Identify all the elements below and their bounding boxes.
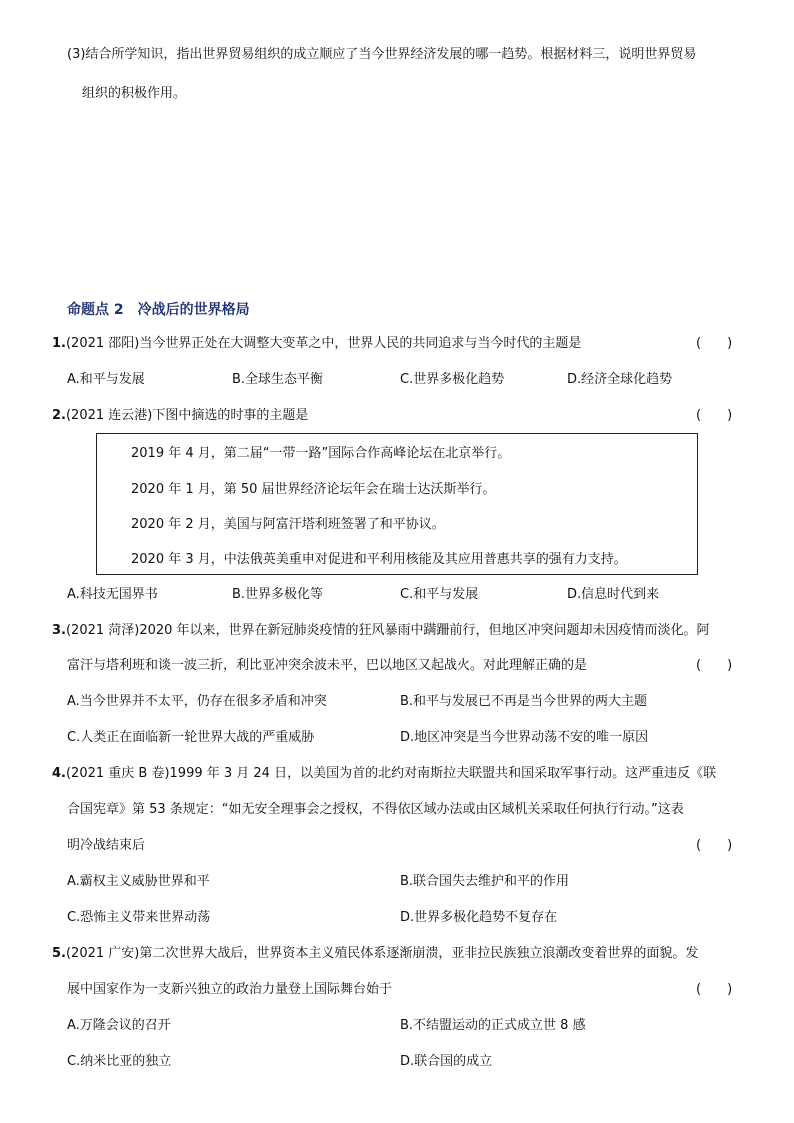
option-d: D.信息时代到来 bbox=[567, 587, 660, 602]
question-2-stem bbox=[52, 407, 308, 425]
material-line-1: 2019 年 4 月，第二届“一带一路”国际合作高峰论坛在北京举行。 bbox=[131, 446, 511, 461]
option-c: C.纳米比亚的独立 bbox=[67, 1054, 172, 1069]
answer-paren: ( ) bbox=[696, 408, 733, 423]
question-number: 2. bbox=[52, 408, 66, 423]
question-text: (2021 连云港)下图中摘选的时事的主题是 bbox=[65, 408, 309, 423]
option-c: C.世界多极化趋势 bbox=[400, 372, 505, 387]
answer-paren: ( ) bbox=[696, 982, 733, 997]
question-number: 1. bbox=[52, 336, 66, 351]
answer-paren: ( ) bbox=[696, 658, 733, 673]
section-heading bbox=[67, 299, 250, 319]
question-4-stem-line-3: 明冷战结束后 bbox=[67, 838, 146, 853]
section-title: 冷战后的世界格局 bbox=[137, 302, 250, 318]
question-text: (2021 菏泽)2020 年以来，世界在新冠肺炎疫情的狂风暴雨中蹒跚前行，但地区冲突问题却未因疫情而淡化。阿 bbox=[65, 623, 710, 638]
material-line-2: 2020 年 1 月，第 50 届世界经济论坛年会在瑞士达沃斯举行。 bbox=[131, 482, 496, 497]
option-a: A.霸权主义威胁世界和平 bbox=[67, 874, 210, 889]
question-3-stem-line-2: 富汗与塔利班和谈一波三折，利比亚冲突余波未平，巴以地区又起战火。对此理解正确的是 bbox=[67, 658, 588, 673]
option-b: B.世界多极化等 bbox=[232, 587, 324, 602]
answer-paren: ( ) bbox=[696, 336, 733, 351]
option-b: B.联合国失去维护和平的作用 bbox=[400, 874, 570, 889]
option-a: A.科技无国界书 bbox=[67, 587, 158, 602]
question-3-stem-line-1 bbox=[52, 622, 710, 640]
question-text: (2021 广安)第二次世界大战后，世界资本主义殖民体系逐渐崩溃，亚非拉民族独立浪潮改变着世界的面貌。发 bbox=[65, 946, 699, 961]
answer-paren: ( ) bbox=[696, 838, 733, 853]
option-c: C.人类正在面临新一轮世界大战的严重威胁 bbox=[67, 730, 315, 745]
question-5-stem-line-2: 展中国家作为一支新兴独立的政治力量登上国际舞台始于 bbox=[67, 982, 393, 997]
option-d: D.联合国的成立 bbox=[400, 1054, 493, 1069]
question-1-stem bbox=[52, 335, 581, 353]
question-text: (2021 重庆 B 卷)1999 年 3 月 24 日，以美国为首的北约对南斯拉夫联盟共和国采取军事行动。这严重违反《联 bbox=[65, 766, 717, 781]
question-5-stem-line-1 bbox=[52, 945, 698, 963]
question-4-stem-line-2: 合国宪章》第 53 条规定：“如无安全理事会之授权，不得依区域办法或由区域机关采取任何执行行动。”这表 bbox=[67, 802, 684, 817]
option-a: A.当今世界并不太平，仍存在很多矛盾和冲突 bbox=[67, 694, 327, 709]
option-d: D.世界多极化趋势不复存在 bbox=[400, 910, 558, 925]
option-a: A.万隆会议的召开 bbox=[67, 1018, 171, 1033]
question-4-stem-line-1 bbox=[52, 765, 716, 783]
question-text: (2021 邵阳)当今世界正处在大调整大变革之中，世界人民的共同追求与当今时代的主题是 bbox=[65, 336, 582, 351]
question-number: 4. bbox=[52, 766, 66, 781]
option-c: C.和平与发展 bbox=[400, 587, 479, 602]
option-b: B.全球生态平衡 bbox=[232, 372, 324, 387]
material-line-4: 2020 年 3 月，中法俄英美重申对促进和平利用核能及其应用普惠共享的强有力支持。 bbox=[131, 552, 627, 567]
question-number: 3. bbox=[52, 623, 66, 638]
intro-line-2: 组织的积极作用。 bbox=[82, 86, 187, 101]
section-label: 命题点 2 bbox=[67, 302, 124, 318]
question-number: 5. bbox=[52, 946, 66, 961]
option-c: C.恐怖主义带来世界动荡 bbox=[67, 910, 211, 925]
option-b: B.不结盟运动的正式成立世 8 感 bbox=[400, 1018, 586, 1033]
option-b: B.和平与发展已不再是当今世界的两大主题 bbox=[400, 694, 648, 709]
intro-line-1: (3)结合所学知识，指出世界贸易组织的成立顺应了当今世界经济发展的哪一趋势。根据材料三，说明世界贸易 bbox=[67, 47, 697, 62]
option-d: D.经济全球化趋势 bbox=[567, 372, 673, 387]
option-a: A.和平与发展 bbox=[67, 372, 145, 387]
material-line-3: 2020 年 2 月，美国与阿富汗塔利班签署了和平协议。 bbox=[131, 517, 445, 532]
option-d: D.地区冲突是当今世界动荡不安的唯一原因 bbox=[400, 730, 649, 745]
